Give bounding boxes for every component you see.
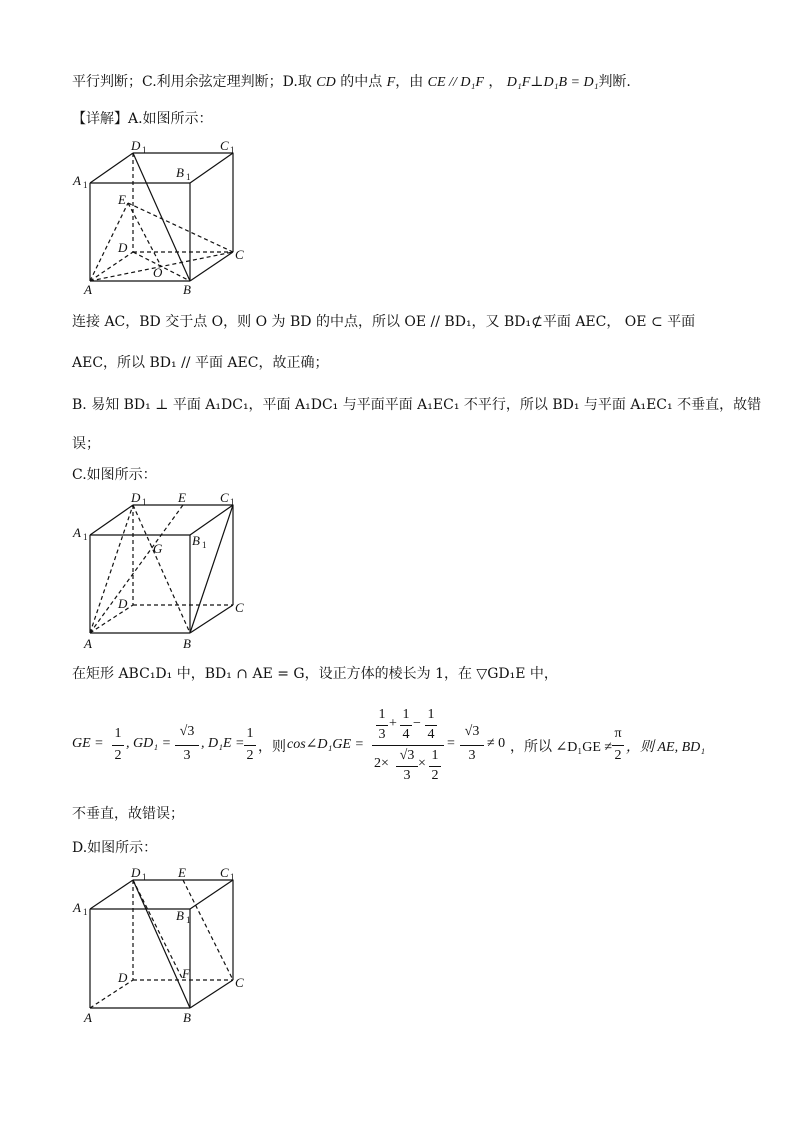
- frac-den-2x: 2×: [374, 756, 389, 771]
- relation-d1f-d1b: D₁F⊥D₁B = D₁: [506, 75, 599, 90]
- fig-c-label-e: E: [178, 490, 186, 505]
- fig-d-label-c1: C: [220, 865, 229, 880]
- frac-plus: +: [389, 716, 397, 731]
- fig-a-label-b1: B: [176, 165, 184, 180]
- formula-eq: =: [447, 736, 455, 751]
- fig-a-label-c1-sub: 1: [230, 145, 235, 155]
- relation-ce-d1f: CE // D₁F: [427, 75, 484, 90]
- formula-gd1: , GD₁ =: [126, 736, 172, 751]
- detail-d-heading: D.如图所示：: [72, 840, 158, 856]
- fig-d-label-a1: A: [73, 900, 81, 915]
- para-b-line1: B. 易知 BD₁ ⊥ 平面 A₁DC₁，平面 A₁DC₁ 与平面平面 A₁EC₁ 不平行，所以 BD₁ 与平面 A₁EC₁ 不垂直，故错: [72, 397, 762, 413]
- para-c-line1: 在矩形 ABC₁D₁ 中，BD₁ ∩ AE = G，设正方体的棱长为 1，在 ▽GD₁E 中，: [72, 666, 558, 682]
- frac-n3: 3: [378, 727, 386, 742]
- fig-a-label-b1-sub: 1: [186, 172, 191, 182]
- frac-den-two: 2: [431, 768, 439, 783]
- fig-c-label-b: B: [183, 636, 191, 651]
- fig-a-label-a1: A: [73, 173, 81, 188]
- frac-den-times: ×: [418, 756, 426, 771]
- para-c-line2: 不垂直，故错误；: [72, 806, 184, 822]
- fig-a-label-a: A: [84, 282, 92, 297]
- frac-den-one: 1: [431, 748, 439, 763]
- formula-sothat: ，所以 ∠D₁GE ≠: [510, 740, 613, 755]
- para-a-line1: 连接 AC，BD 交于点 O，则 O 为 BD 的中点，所以 OE // BD₁，又 BD₁⊄平面 AEC， OE ⊂ 平面: [72, 314, 696, 330]
- frac-den-sqrt3: √3: [399, 748, 415, 763]
- sep-comma: ，: [488, 74, 503, 90]
- fig-a-label-b: B: [183, 282, 191, 297]
- formula-neq0: ≠ 0: [487, 736, 506, 751]
- by-text: ，由: [395, 74, 424, 90]
- fig-c-label-a1: A: [73, 525, 81, 540]
- formula-result-sqrt3: √3: [464, 724, 480, 739]
- fig-c-label-b1-sub: 1: [202, 540, 207, 550]
- formula-half-num: 1: [114, 726, 122, 741]
- fig-d-label-c1-sub: 1: [230, 872, 235, 882]
- formula-then: ，则: [258, 740, 286, 755]
- formula-d1e: , D₁E =: [201, 736, 245, 751]
- formula-pi: π: [614, 726, 622, 741]
- fig-c-label-a1-sub: 1: [83, 532, 88, 542]
- formula-cos: cos∠D₁GE =: [287, 737, 364, 752]
- fig-d-label-b1: B: [176, 908, 184, 923]
- fig-a-label-e: E: [118, 192, 126, 207]
- fig-a-label-a1-sub: 1: [83, 180, 88, 190]
- fig-a-label-d1-sub: 1: [142, 145, 147, 155]
- fig-d-label-f: F: [182, 966, 190, 981]
- frac-n4b: 4: [427, 727, 435, 742]
- formula-ge: GE =: [72, 736, 104, 751]
- fig-a-label-o: O: [153, 265, 163, 280]
- fig-c-label-c1-sub: 1: [230, 497, 235, 507]
- formula-half-den: 2: [114, 748, 122, 763]
- frac-n4: 4: [402, 727, 410, 742]
- frac-n1b: 1: [402, 707, 410, 722]
- para-b-line2: 误；: [72, 436, 100, 452]
- fig-d-label-d: D: [118, 970, 128, 985]
- fig-a-label-c: C: [235, 247, 244, 262]
- frac-minus: −: [413, 716, 421, 731]
- formula-half-num-2: 1: [246, 726, 254, 741]
- formula-half-den-2: 2: [246, 748, 254, 763]
- fig-c-label-d: D: [118, 596, 128, 611]
- formula-tail: ，则 AE, BD₁: [626, 740, 706, 755]
- intro-prefix: 平行判断；C.利用余弦定理判断；D.取: [72, 74, 312, 90]
- frac-den-three: 3: [403, 768, 411, 783]
- formula-sqrt3: √3: [179, 724, 195, 739]
- fig-a-label-d: D: [118, 240, 128, 255]
- fig-c-label-g: G: [153, 541, 163, 556]
- fig-d-label-b1-sub: 1: [186, 915, 191, 925]
- fig-a-label-c1: C: [220, 138, 229, 153]
- fig-c-label-d1: D: [131, 490, 141, 505]
- fig-d-label-b: B: [183, 1010, 191, 1025]
- formula-result-three: 3: [468, 748, 476, 763]
- frac-n1c: 1: [427, 707, 435, 722]
- fig-c-label-a: A: [84, 636, 92, 651]
- midpoint-text: 的中点: [340, 74, 383, 90]
- fig-d-label-a: A: [84, 1010, 92, 1025]
- f-var: F: [386, 75, 396, 90]
- fig-d-label-e: E: [178, 865, 186, 880]
- frac-n1: 1: [378, 707, 386, 722]
- fig-c-label-c: C: [235, 600, 244, 615]
- fig-d-label-a1-sub: 1: [83, 907, 88, 917]
- fig-a-label-d1: D: [131, 138, 141, 153]
- fig-d-label-d1-sub: 1: [142, 872, 147, 882]
- fig-d-label-d1: D: [131, 865, 141, 880]
- cd-var: CD: [316, 75, 336, 90]
- formula-three: 3: [183, 748, 191, 763]
- para-a-line2: AEC，所以 BD₁ // 平面 AEC，故正确；: [72, 355, 329, 371]
- fig-c-label-c1: C: [220, 490, 229, 505]
- detail-a-heading: 【详解】A.如图所示：: [72, 111, 213, 127]
- formula-two: 2: [614, 748, 622, 763]
- fig-c-label-d1-sub: 1: [142, 497, 147, 507]
- fig-c-label-b1: B: [192, 533, 200, 548]
- detail-c-heading: C.如图所示：: [72, 467, 157, 483]
- fig-d-label-c: C: [235, 975, 244, 990]
- judge-text: 判断.: [598, 74, 631, 90]
